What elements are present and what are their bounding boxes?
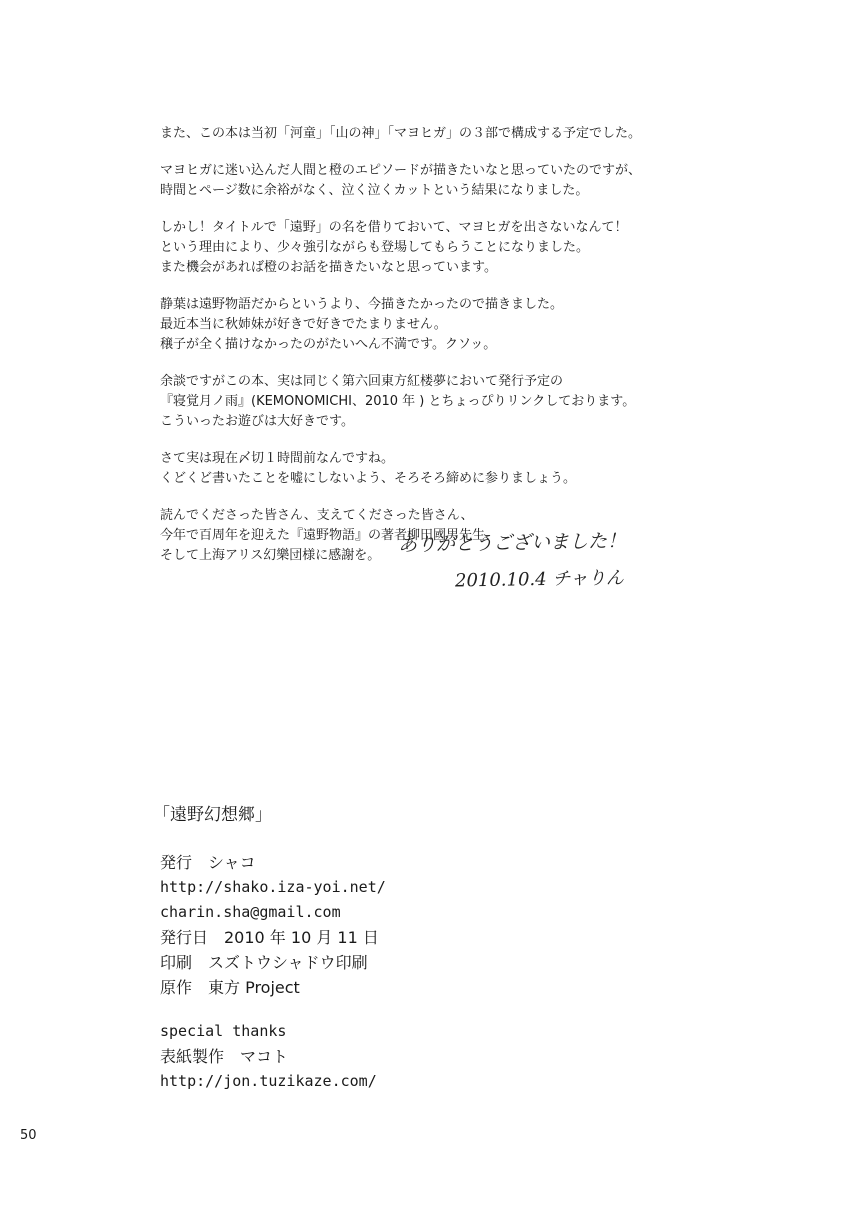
colophon-cover-url: http://jon.tuzikaze.com/ <box>160 1072 377 1090</box>
afterword-line: 今年で百周年を迎えた『遠野物語』の著者柳田國男先生、 <box>160 528 499 543</box>
afterword-line: そして上海アリス幻樂団様に感謝を。 <box>160 548 381 563</box>
afterword-line: 余談ですがこの本、実は同じく第六回東方紅楼夢において発行予定の <box>160 374 564 389</box>
afterword-paragraph <box>160 161 680 201</box>
colophon-gap <box>160 1000 386 1019</box>
colophon-printer: 印刷 スズトウシャドウ印刷 <box>160 953 368 972</box>
afterword-text <box>160 124 680 583</box>
afterword-paragraph <box>160 218 680 278</box>
afterword-line: 穣子が全く描けなかったのがたいへん不満です。クソッ。 <box>160 337 497 352</box>
afterword-line: 静葉は遠野物語だからというより、今描きたかったので描きました。 <box>160 297 564 312</box>
handwritten-thanks: ありがとうございました！ <box>397 530 627 556</box>
afterword-line: 時間とページ数に余裕がなく、泣く泣くカットという結果になりました。 <box>160 183 589 198</box>
afterword-paragraph <box>160 372 680 432</box>
colophon-cover: 表紙製作 マコト <box>160 1047 289 1066</box>
afterword-line: 最近本当に秋姉妹が好きで好きでたまりません。 <box>160 317 447 332</box>
colophon-email: charin.sha@gmail.com <box>160 903 341 921</box>
afterword-line: しかし！タイトルで「遠野」の名を借りておいて、マヨヒガを出さないなんて！ <box>160 220 628 235</box>
colophon-special-thanks: special thanks <box>160 1022 287 1040</box>
afterword-line: くどくど書いたことを嘘にしないよう、そろそろ締めに参りましょう。 <box>160 471 577 486</box>
afterword-line: さて実は現在〆切１時間前なんですね。 <box>160 451 395 466</box>
colophon-date: 発行日 2010 年 10 月 11 日 <box>160 928 379 947</box>
handwritten-signature: 2010.10.4 チャりん <box>454 567 624 592</box>
colophon-url: http://shako.iza-yoi.net/ <box>160 878 386 896</box>
page-number: 50 <box>20 1128 37 1143</box>
afterword-paragraph <box>160 124 680 144</box>
afterword-line: 読んでくださった皆さん、支えてくださった皆さん、 <box>160 508 474 523</box>
afterword-line: こういったお遊びは大好きです。 <box>160 414 354 429</box>
colophon-publisher: 発行 シャコ <box>160 853 256 872</box>
colophon-original: 原作 東方 Project <box>160 978 300 997</box>
afterword-line: また、この本は当初「河童」「山の神」「マヨヒガ」の３部で構成する予定でした。 <box>160 126 642 141</box>
afterword-paragraph <box>160 295 680 355</box>
afterword-line: という理由により、少々強引ながらも登場してもらうことになりました。 <box>160 240 590 255</box>
afterword-line: 『寝覚月ノ雨』(KEMONOMICHI、2010 年 ) とちょっぴりリンクしております。 <box>160 394 636 409</box>
afterword-paragraph <box>160 449 680 489</box>
book-title: 「遠野幻想郷」 <box>153 805 272 825</box>
afterword-line: マヨヒガに迷い込んだ人間と橙のエピソードが描きたいなと思っていたのですが、 <box>160 163 642 178</box>
colophon <box>160 850 386 1094</box>
afterword-line: また機会があれば橙のお話を描きたいなと思っています。 <box>160 260 497 275</box>
